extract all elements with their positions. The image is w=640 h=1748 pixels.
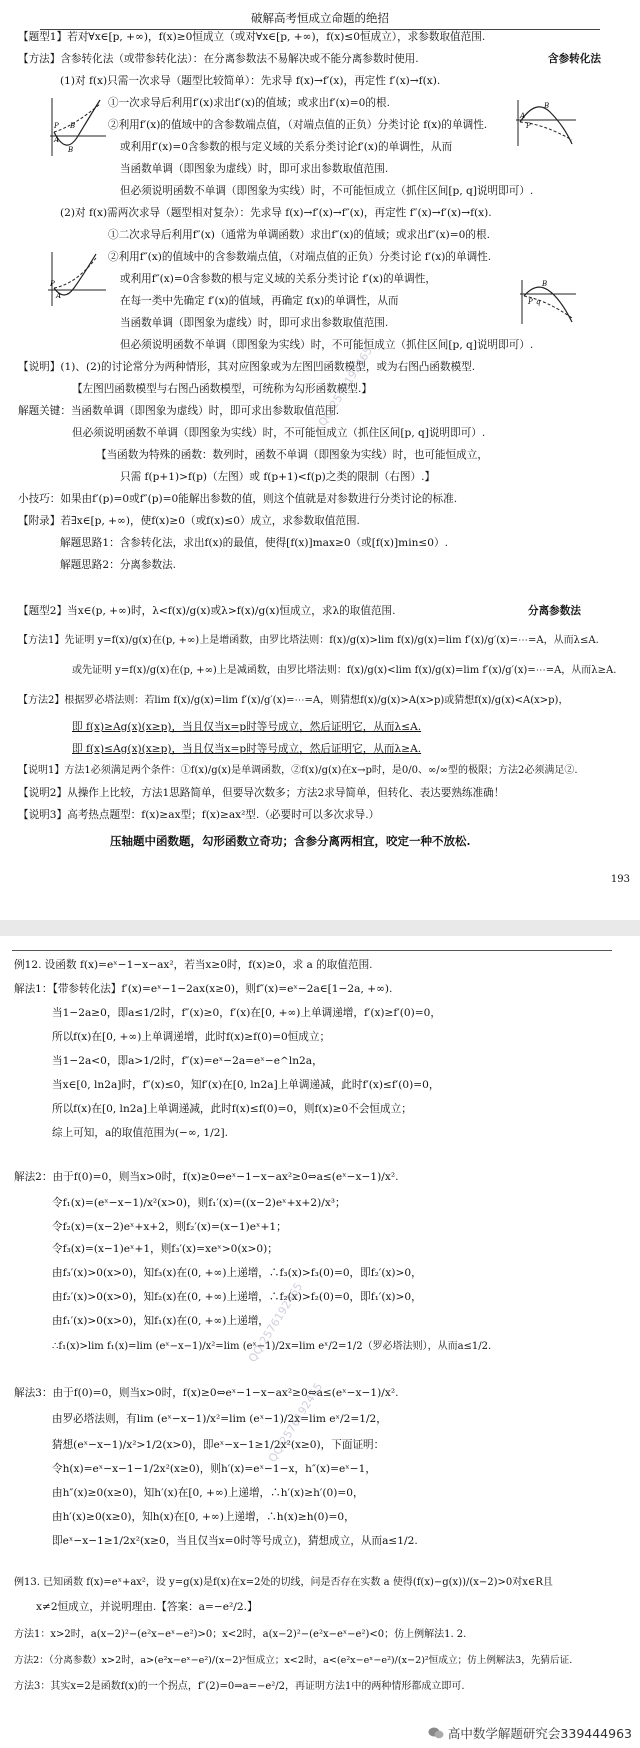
- line: ∴f₁(x)>lim f₁(x)=lim (eˣ−x−1)/x²=lim (eˣ−1)/2x=lim eˣ/2=1/2（罗必塔法则），从而a≤1/2.: [52, 1341, 492, 1352]
- line: 即 f(x)≥Ag(x)(x≥p)，当且仅当x=p时等号成立，然后证明它，从而λ≤A.: [72, 721, 422, 733]
- point-label: q: [536, 298, 541, 306]
- line: ①二次求导后利用f″(x)（通常为单调函数）求出f″(x)的值域；或求出f″(x)=0的根.: [108, 229, 490, 241]
- figure-convex-2: [518, 278, 578, 326]
- line: ②利用f′(x)的值域中的含参数端点值，（对端点值的正负）分类讨论 f(x)的单调性.: [108, 119, 488, 131]
- line: (2)对 f(x)需两次求导（题型相对复杂）：先求导 f(x)→f′(x)→f″(x)，再定性 f″(x)→f′(x)→f(x).: [60, 207, 492, 219]
- line: 【附录】若∃x∈[p, +∞)，使f(x)≥0（或f(x)≤0）成立，求参数取值范围.: [18, 515, 360, 527]
- line: 【方法1】先证明 y=f(x)/g(x)在(p, +∞)上是增函数，由罗比塔法则：f(x)/g(x)>lim f(x)/g(x)=lim f′(x)/g′(x)=⋯=A，从而λ≤A.: [18, 635, 599, 646]
- method-tag: 含参转化法: [548, 53, 601, 65]
- method-tag: 分离参数法: [528, 605, 581, 617]
- line: 或先证明 y=f(x)/g(x)在(p, +∞)上是减函数，由罗比塔法则：f(x)/g(x)<lim f(x)/g(x)=lim f′(x)/g′(x)=⋯=A，从而λ≥A.: [72, 665, 617, 676]
- figure-concave-1: [44, 96, 108, 158]
- line: 方法1：x>2时，a(x−2)²−(e²x−eˣ−e²)>0；x<2时，a(x−2)²−(e²x−eˣ−e²)<0；仿上例解法1. 2.: [14, 1629, 467, 1640]
- point-label: A: [54, 136, 60, 144]
- line: 【当函数为特殊的函数：数列时，函数不单调（即图象为实线）时，也可能恒成立，: [96, 449, 488, 461]
- line: 猜想(eˣ−x−1)/x²>1/2(x>0)，即eˣ−x−1≥1/2x²(x≥0)，下面证明：: [52, 1439, 385, 1451]
- line: 但必须说明函数不单调（即图象为实线）时，不可能恒成立（抓住区间[p, q]说明即可）.: [72, 427, 486, 439]
- line: x≠2恒成立，并说明理由.【答案：a=−e²/2.】: [36, 1601, 258, 1613]
- point-label: A: [56, 292, 62, 300]
- top-rule: [12, 950, 612, 951]
- line: 【说明3】高考热点题型：f(x)≥ax型；f(x)≥ax²型.（必要时可以多次求导.）: [18, 809, 380, 821]
- point-label: B: [70, 122, 76, 130]
- line: ②利用f″(x)的值域中的含参数端点值，（对端点值的正负）分类讨论 f′(x)的单调性.: [108, 251, 492, 263]
- point-label: B: [68, 146, 74, 154]
- point-label: P: [528, 298, 533, 306]
- figure-concave-2: [44, 250, 108, 308]
- page-number: 193: [610, 874, 630, 885]
- page-gap: [0, 920, 640, 936]
- line: 由罗必塔法则，有lim (eˣ−x−1)/x²=lim (eˣ−1)/2x=lim eˣ/2=1/2，: [52, 1413, 387, 1425]
- line: 所以f(x)在[0, ln2a]上单调递减，此时f(x)≤f(0)=0，则f(x)≥0不会恒成立；: [52, 1103, 412, 1115]
- wechat-icon: [428, 1727, 444, 1739]
- line: 【说明2】从操作上比较，方法1思路简单，但要导次数多；方法2求导简单，但转化、表达要熟练准确！: [18, 787, 505, 799]
- line: 由h′(x)≥0(x≥0)，知h(x)在[0, +∞)上递增，∴h(x)≥h(0)=0，: [52, 1511, 355, 1523]
- line: 即eˣ−x−1≥1/2x²(x≥0，当且仅当x=0时等号成立)，猜想成立，从而a≤1/2.: [52, 1535, 418, 1547]
- line: 【题型2】当x∈(p, +∞)时，λ<f(x)/g(x)或λ>f(x)/g(x)恒成立，求λ的取值范围.: [18, 605, 396, 617]
- line: 【方法2】根据罗必塔法则：若lim f(x)/g(x)=lim f′(x)/g′(x)=⋯=A，则猜想f(x)/g(x)>A(x>p)或猜想f(x)/g(x)<A(x>p)，: [18, 695, 569, 706]
- line: 当1−2a<0，即a>1/2时，f″(x)=eˣ−2a=eˣ−e^ln2a，: [52, 1055, 323, 1067]
- line: 解题关键：当函数单调（即图象为虚线）时，即可求出参数取值范围.: [18, 405, 340, 417]
- line: 由f₁′(x)>0(x>0)，知f₁(x)在(0, +∞)上递增，: [52, 1315, 269, 1327]
- line: 即 f(x)≤Ag(x)(x≥p)，当且仅当x=p时等号成立，然后证明它，从而λ≥A.: [72, 743, 422, 755]
- line: (1)对 f(x)只需一次求导（题型比较简单）：先求导 f(x)→f′(x)，再定性 f′(x)→f(x).: [60, 75, 441, 87]
- line: 但必须说明函数不单调（即图象为实线）时，不可能恒成立（抓住区间[p, q]说明即可）.: [120, 185, 534, 197]
- line: 由f₂′(x)>0(x>0)，知f₂(x)在(0, +∞)上递增，∴f₂(x)>f₂(0)=0，即f₁′(x)>0，: [52, 1291, 422, 1303]
- line: 当函数单调（即图象为虚线）时，即可求出参数取值范围.: [120, 163, 389, 175]
- line: 当x∈[0, ln2a]时，f″(x)≤0，知f′(x)在[0, ln2a]上单调递减，此时f′(x)≤f′(0)=0，: [52, 1079, 440, 1091]
- line: 令f₁(x)=(eˣ−x−1)/x²(x>0)，则f₁′(x)=((x−2)eˣ+x+2)/x³；: [52, 1197, 346, 1209]
- line: 当函数单调（即图象为虚线）时，即可求出参数取值范围.: [120, 317, 389, 329]
- line: 令h(x)=eˣ−x−1−1/2x²(x≥0)，则h′(x)=eˣ−1−x，h″(x)=eˣ−1，: [52, 1463, 376, 1475]
- line: 令f₃(x)=(x−1)eˣ+1，则f₃′(x)=xeˣ>0(x>0)；: [52, 1243, 278, 1255]
- line: 【方法】含参转化法（或带参转化法）：在分离参数法不易解决或不能分离参数时使用.: [18, 53, 419, 65]
- point-label: B: [544, 102, 550, 110]
- page-header: 破解高考恒成立命题的绝招: [40, 10, 600, 30]
- line: 【左图凹函数模型与右图凸函数模型，可统称为勾形函数模型.】: [72, 383, 372, 395]
- point-label: P: [50, 280, 55, 288]
- footer-watermark: [428, 1724, 632, 1742]
- line: 例13. 已知函数 f(x)=eˣ+ax²，设 y=g(x)是f(x)在x=2处的切线，问是否存在实数 a 使得(f(x)−g(x))/(x−2)>0对x∈R且: [14, 1577, 553, 1588]
- line: 当1−2a≥0，即a≤1/2时，f″(x)≥0，f′(x)在[0, +∞)上单调递增，f′(x)≥f′(0)=0，: [52, 1007, 441, 1019]
- line: 解法1：【带参转化法】f′(x)=eˣ−1−2ax(x≥0)，则f″(x)=eˣ−2a∈[1−2a, +∞).: [14, 983, 393, 995]
- summary-slogan: 压轴题中函数题，勾形函数立奇功；含参分离两相宜，咬定一种不放松.: [110, 834, 471, 848]
- line: 【说明1】方法1必须满足两个条件：①f(x)/g(x)是单调函数，②f(x)/g(x)在x→p时，是0/0、∞/∞型的极限；方法2必须满足②.: [18, 765, 578, 776]
- qq-watermark: QQ:2576192465: [315, 344, 376, 429]
- line: 综上可知，a的取值范围为(−∞, 1/2].: [52, 1127, 228, 1139]
- line: 小技巧：如果由f′(p)=0或f″(p)=0能解出参数的值，则这个值就是对参数进行分类讨论的标准.: [18, 493, 458, 505]
- line: 或利用f″(x)=0含参数的根与定义域的关系分类讨论 f′(x)的单调性，: [120, 273, 436, 285]
- line: 解法3：由于f(0)=0，则当x>0时，f(x)≥0⇔eˣ−1−x−ax²≥0⇔a≤(eˣ−x−1)/x².: [14, 1387, 399, 1399]
- line: 解题思路2：分离参数法.: [60, 559, 177, 571]
- line: 解法2：由于f(0)=0，则当x>0时，f(x)≥0⇔eˣ−1−x−ax²≥0⇔a≤(eˣ−x−1)/x².: [14, 1171, 399, 1183]
- line: 但必须说明函数不单调（即图象为实线）时，不可能恒成立（抓住区间[p, q]说明即可）.: [120, 339, 534, 351]
- line: 或利用f′(x)=0含参数的根与定义域的关系分类讨论f′(x)的单调性，从而: [120, 141, 453, 153]
- line: 【说明】(1)、(2)的讨论常分为两种情形，其对应图象或为左图凹函数模型，或为右图凸函数模型.: [18, 361, 476, 373]
- line: 【题型1】若对∀x∈[p, +∞)，f(x)≥0恒成立（或对∀x∈[p, +∞)，f(x)≤0恒成立），求参数取值范围.: [18, 31, 486, 43]
- line: 所以f(x)在[0, +∞)上单调递增，此时f(x)≥f(0)=0恒成立；: [52, 1031, 331, 1043]
- line: 例12. 设函数 f(x)=eˣ−1−x−ax²，若当x≥0时，f(x)≥0，求 a 的取值范围.: [14, 959, 373, 971]
- line: 方法2：（分离参数）x>2时，a>(e²x−eˣ−e²)/(x−2)²恒成立；x<2时，a<(e²x−eˣ−e²)/(x−2)²恒成立；仿上例解法3，先猜后证.: [14, 1655, 573, 1666]
- point-label: B: [542, 280, 548, 288]
- line: 在每一类中先确定 f′(x)的值域，再确定 f(x)的单调性，从而: [120, 295, 399, 307]
- qq-watermark: QQ:2576192465: [265, 1380, 326, 1465]
- line: 只需 f(p+1)>f(p)（左图）或 f(p+1)<f(p)之类的限制（右图）.】: [120, 471, 436, 483]
- qq-watermark: QQ:2576192465: [245, 1280, 306, 1365]
- line: 解题思路1：含参转化法，求出f(x)的最值，使得[f(x)]max≥0（或[f(x)]min≤0）.: [60, 537, 449, 549]
- line: 由h″(x)≥0(x≥0)，知h′(x)在[0, +∞)上递增，∴h′(x)≥h′(0)=0，: [52, 1487, 364, 1499]
- page-2: [0, 936, 640, 1748]
- point-label: A: [520, 112, 526, 120]
- line: 令f₂(x)=(x−2)eˣ+x+2，则f₂′(x)=(x−1)eˣ+1；: [52, 1221, 287, 1233]
- figure-convex-1: [514, 98, 578, 148]
- line: ①一次求导后利用f′(x)求出f′(x)的值域；或求出f′(x)=0的根.: [108, 97, 390, 109]
- point-label: P: [526, 122, 531, 130]
- line: 方法3：其实x=2是函数f(x)的一个拐点，f″(2)=0⇒a=−e²/2，再证明方法1中的两种情形都成立即可.: [14, 1681, 465, 1692]
- footer-watermark-text: 高中数学解题研究会339444963: [447, 1726, 632, 1741]
- line: 由f₃′(x)>0(x>0)，知f₃(x)在(0, +∞)上递增，∴f₃(x)>f₃(0)=0，即f₂′(x)>0，: [52, 1267, 422, 1279]
- point-label: P: [54, 122, 59, 130]
